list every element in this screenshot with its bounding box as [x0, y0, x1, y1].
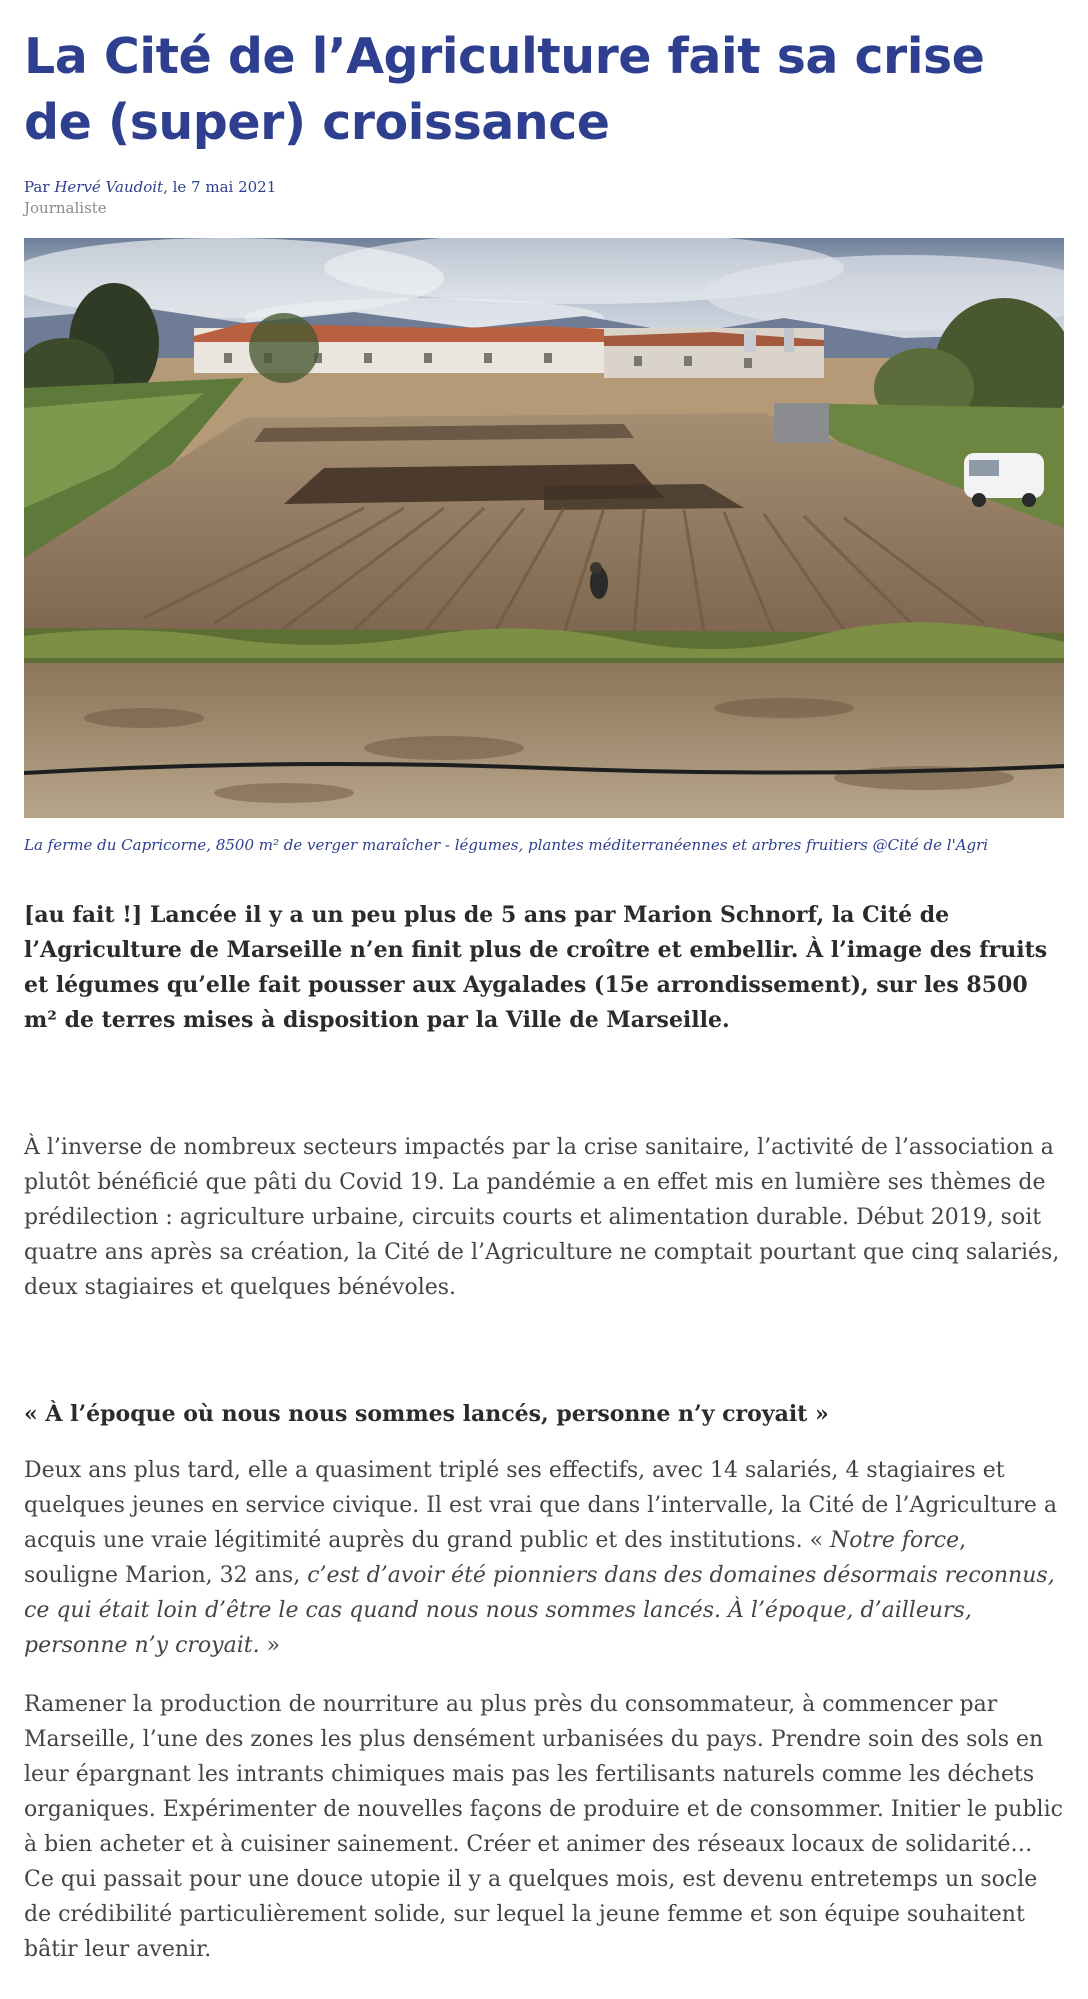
- farm-photo-illustration: [24, 238, 1064, 818]
- photo-caption: La ferme du Capricorne, 8500 m² de verger maraîcher - légumes, plantes méditerranéennes et arbres fruitiers @Cité de l'Agri: [24, 836, 989, 854]
- quote-notre-force: Notre force: [830, 1528, 960, 1553]
- quote-marion: c’est d’avoir été pionniers dans des domaines désormais reconnus, ce qui était loin d’être le cas quand nous nous sommes lancés. À l’époque, d’ailleurs, personne n’y croyait.: [24, 1563, 1055, 1658]
- paragraph-1: À l’inverse de nombreux secteurs impactés par la crise sanitaire, l’activité de l’association a plutôt bénéficié que pâti du Covid 19. La pandémie a en effet mis en lumière ses thèmes de prédilection : agriculture urbaine, circuits courts et alimentation durable. Début 2019, soit quatre ans après sa création, la Cité de l’Agriculture ne comptait pourtant que cinq salariés, deux stagiaires et quelques bénévoles.: [24, 1135, 1060, 1300]
- paragraph-2: [24, 1453, 1064, 1663]
- article-lead: [au fait !] Lancée il y a un peu plus de 5 ans par Marion Schnorf, la Cité de l’Agriculture de Marseille n’en finit plus de croître et embellir. À l’image des fruits et légumes qu’elle fait pousser aux Aygalades (15e arrondissement), sur les 8500 m² de terres mises à disposition par la Ville de Marseille.: [24, 902, 1048, 1033]
- paragraph-2-part2: , souligne Marion, 32 ans,: [24, 1528, 967, 1588]
- article-subheading: « À l’époque où nous nous sommes lancés, personne n’y croyait »: [24, 1401, 829, 1427]
- author-role: Journaliste: [24, 199, 107, 217]
- byline: [24, 176, 1064, 198]
- paragraph-2-part1: Deux ans plus tard, elle a quasiment triplé ses effectifs, avec 14 salariés, 4 stagiaires et quelques jeunes en service civique. Il est vrai que dans l’intervalle, la Cité de l’Agriculture a acquis une vraie légitimité auprès du grand public et des institutions. «: [24, 1458, 1058, 1553]
- paragraph-2-part3: »: [259, 1633, 281, 1658]
- byline-prefix: Par: [24, 178, 55, 196]
- article-photo: [24, 238, 1064, 818]
- article-title: La Cité de l’Agriculture fait sa crise de (super) croissance: [24, 28, 985, 151]
- paragraph-3: Ramener la production de nourriture au plus près du consommateur, à commencer par Marseille, l’une des zones les plus densément urbanisées du pays. Prendre soin des sols en leur épargnant les intrants chimiques mais pas les fertilisants naturels comme les déchets organiques. Expérimenter de nouvelles façons de produire et de consommer. Initier le public à bien acheter et à cuisiner sainement. Créer et animer des réseaux locaux de solidarité… Ce qui passait pour une douce utopie il y a quelques mois, est devenu entretemps un socle de crédibilité particulièrement solide, sur lequel la jeune femme et son équipe souhaitent bâtir leur avenir.: [24, 1692, 1063, 1962]
- author-link[interactable]: Hervé Vaudoit: [54, 178, 164, 196]
- publish-date: , le 7 mai 2021: [163, 178, 277, 196]
